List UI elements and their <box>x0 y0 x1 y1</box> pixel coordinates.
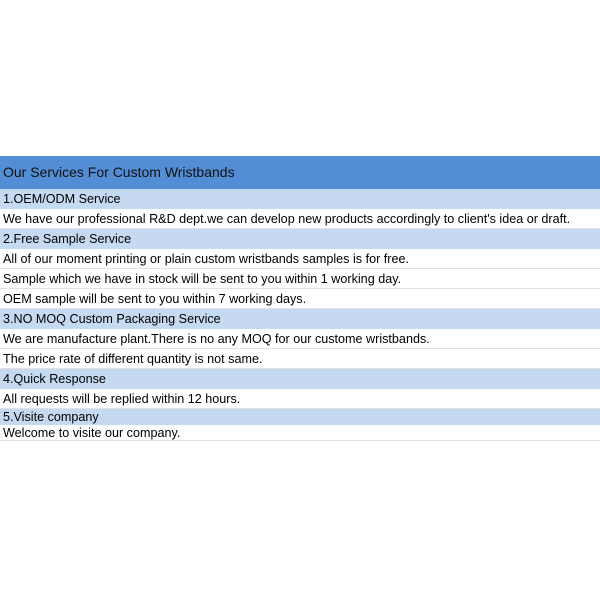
section-line: Sample which we have in stock will be sent to you within 1 working day. <box>0 269 600 289</box>
table-title: Our Services For Custom Wristbands <box>0 156 600 189</box>
section-heading-visit-company: 5.Visite company <box>0 409 600 425</box>
section-line: All requests will be replied within 12 hours. <box>0 389 600 409</box>
section-line: We are manufacture plant.There is no any MOQ for our custome wristbands. <box>0 329 600 349</box>
section-line: Welcome to visite our company. <box>0 425 600 441</box>
section-heading-no-moq: 3.NO MOQ Custom Packaging Service <box>0 309 600 329</box>
section-heading-oem-odm: 1.OEM/ODM Service <box>0 189 600 209</box>
section-heading-free-sample: 2.Free Sample Service <box>0 229 600 249</box>
section-line: All of our moment printing or plain custom wristbands samples is for free. <box>0 249 600 269</box>
section-line: We have our professional R&D dept.we can develop new products accordingly to client's idea or draft. <box>0 209 600 229</box>
services-table <box>0 156 600 441</box>
section-heading-quick-response: 4.Quick Response <box>0 369 600 389</box>
section-line: The price rate of different quantity is not same. <box>0 349 600 369</box>
section-line: OEM sample will be sent to you within 7 working days. <box>0 289 600 309</box>
